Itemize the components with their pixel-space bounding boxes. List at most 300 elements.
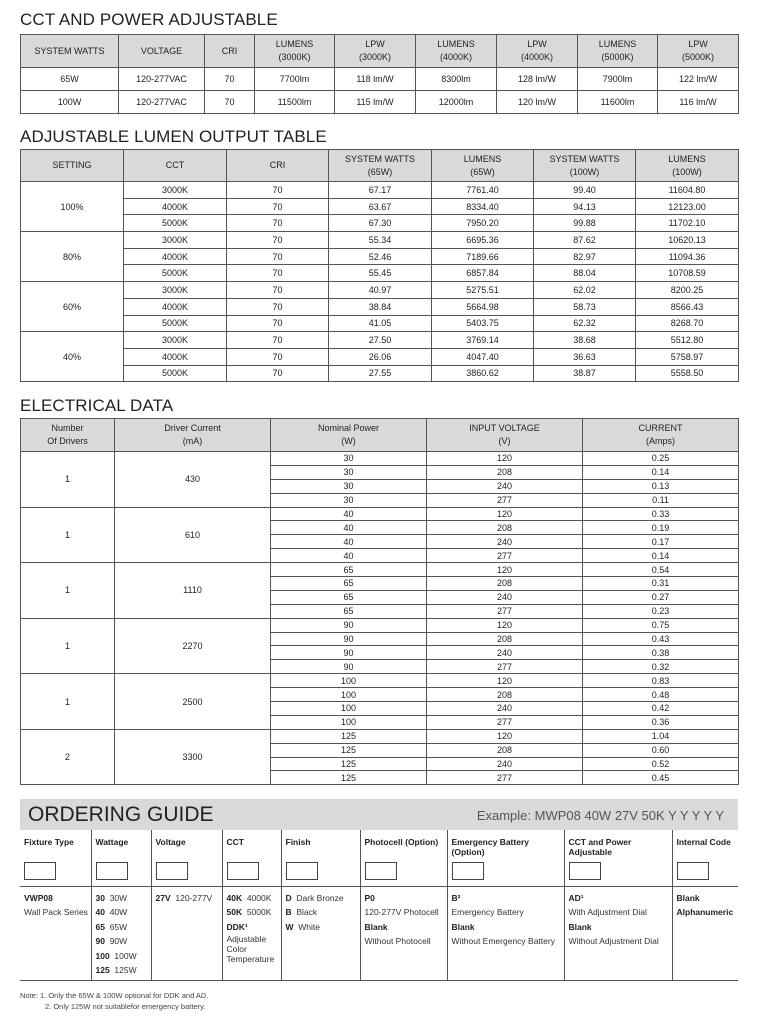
table-cell: 11702.10 [636,215,739,232]
table-cell: 0.27 [583,590,739,604]
table-cell: 55.34 [329,232,432,249]
table-cell: 208 [427,632,583,646]
table-cell: 65 [271,577,427,591]
option-code: Blank [676,892,700,903]
option-description: 30W [109,892,128,903]
driver-current-cell: 2270 [115,618,271,674]
column-header: CRI [227,150,329,182]
table-cell: 70 [227,232,329,249]
table-cell: 0.14 [583,465,739,479]
ordering-head-label: CCT and Power Adjustable [568,837,632,857]
option-description: Adjustable Color Temperature [226,934,275,964]
table-row [21,182,739,199]
option-code: 30 [95,892,105,903]
table-row [21,348,739,365]
table-cell: 70 [227,248,329,265]
option-description: 90W [109,936,128,946]
column-header: CCT [124,150,227,182]
ordering-code-box[interactable] [227,862,259,880]
ordering-option [365,934,443,949]
table-cell: 120 [427,729,583,743]
ordering-column-head [91,830,151,886]
column-header-line: SYSTEM WATTS [549,153,620,164]
table-cell: 5664.98 [432,298,534,315]
ordering-options [151,886,222,980]
table-cell: 120 [427,563,583,577]
ordering-options [20,886,91,980]
column-header-line: LPW [688,39,708,49]
table-cell: 8300lm [416,68,497,91]
table-cell: 11094.36 [636,248,739,265]
ordering-head-label: Fixture Type [24,837,74,847]
driver-current-cell: 430 [115,452,271,508]
ordering-option [96,963,147,978]
table-cell: 90 [271,660,427,674]
table-cell: 118 lm/W [335,68,416,91]
table-cell: 100 [271,688,427,702]
table-cell: 67.30 [329,215,432,232]
table-cell: 8200.25 [636,282,739,299]
table-cell: 208 [427,465,583,479]
table-cell: 40.97 [329,282,432,299]
ordering-head-label: Voltage [155,837,186,847]
option-code: Blank [364,921,388,932]
table-cell: 0.23 [583,604,739,618]
ordering-options [91,886,151,980]
column-header-line: LUMENS [275,39,314,49]
option-description: 40W [109,907,128,917]
column-header [115,419,271,452]
option-description: 120-277V Photocell [364,907,439,917]
ordering-code-box[interactable] [156,862,188,880]
ordering-option [452,920,560,935]
ordering-option [227,905,277,920]
table-cell: 116 lm/W [658,91,739,114]
option-code: Alphanumeric [676,907,734,917]
option-description: Emergency Battery [451,907,524,917]
table-cell: 5558.50 [636,365,739,382]
option-code: B [285,907,292,917]
ordering-option [677,891,735,906]
table-cell: 0.60 [583,743,739,757]
table-cell: 120 [427,452,583,466]
ordering-column-head [672,830,738,886]
table-cell: 240 [427,479,583,493]
table-cell: 0.52 [583,757,739,771]
table-cell: 3000K [124,282,227,299]
column-header-line: SYSTEM WATTS [344,153,415,164]
column-header: VOLTAGE [119,35,205,68]
table-row [21,215,739,232]
ordering-option [156,891,218,906]
ordering-option [452,934,560,949]
column-header-line: (100W) [672,166,702,177]
table-cell: 40 [271,507,427,521]
column-header-line: LPW [365,39,385,49]
ordering-options [672,886,738,980]
option-code: 50K [226,907,243,917]
ordering-head-label: CCT [226,837,244,847]
option-description: 120-277V [175,892,213,903]
table-cell: 70 [205,91,255,114]
table-cell: 7189.66 [432,248,534,265]
ordering-option [24,891,87,906]
column-header: SYSTEM WATTS [21,35,119,68]
table-cell: 3769.14 [432,332,534,349]
driver-current-cell: 610 [115,507,271,563]
table-row [21,507,739,521]
table-cell: 36.63 [534,348,636,365]
ordering-option [227,934,277,964]
table-cell: 125 [271,729,427,743]
table-cell: 4000K [124,198,227,215]
setting-cell: 60% [21,282,124,332]
column-header-line: (100W) [569,166,600,177]
column-header-line: (65W) [367,166,393,177]
column-header [329,150,432,182]
table-cell: 65 [271,590,427,604]
table-cell: 6857.84 [432,265,534,282]
table-cell: 3000K [124,232,227,249]
table-cell: 52.46 [329,248,432,265]
table-cell: 70 [227,332,329,349]
table-cell: 4000K [124,298,227,315]
column-header-line: CURRENT [638,423,683,433]
table-row [21,198,739,215]
column-header [271,419,427,452]
option-description: 65W [109,921,128,932]
table-cell: 99.88 [534,215,636,232]
table-cell: 12123.00 [636,198,739,215]
option-description: Without Photocell [364,936,431,946]
option-description: Black [296,907,318,917]
footnotes [20,990,208,1012]
drivers-cell: 2 [21,729,115,785]
table-cell: 120-277VAC [119,68,205,91]
ordering-code-box[interactable] [677,862,709,880]
ordering-example: Example: MWP08 40W 27V 50K Y Y Y Y Y [476,808,724,823]
option-code: 125 [95,965,110,975]
column-header-line: (3000K) [278,52,311,62]
table-cell: 38.87 [534,365,636,382]
ordering-column-head [564,830,672,886]
ordering-guide-header [20,799,738,830]
ordering-column-head [447,830,564,886]
driver-current-cell: 3300 [115,729,271,785]
setting-cell: 40% [21,332,124,382]
table-row [21,282,739,299]
table-cell: 1.04 [583,729,739,743]
table-row [21,365,739,382]
column-header-line: (5000K) [601,52,634,62]
column-header: SETTING [21,150,124,182]
drivers-cell: 1 [21,674,115,730]
ordering-guide-title: ORDERING GUIDE [28,803,214,826]
table-cell: 7900lm [578,68,658,91]
table-cell: 100 [271,715,427,729]
table-cell: 41.05 [329,315,432,332]
table-cell: 8268.70 [636,315,739,332]
ordering-column-head [222,830,281,886]
table-cell: 125 [271,743,427,757]
driver-current-cell: 2500 [115,674,271,730]
table-cell: 128 lm/W [497,68,578,91]
column-header [497,35,578,68]
table-cell: 26.06 [329,348,432,365]
option-code: 40K [226,892,243,903]
option-code: AD¹ [568,892,584,903]
ordering-option [569,905,668,920]
table-cell: 5758.97 [636,348,739,365]
table-cell: 90 [271,632,427,646]
table-cell: 40 [271,549,427,563]
table-cell: 7700lm [255,68,335,91]
electrical-table [20,418,739,785]
column-header [578,35,658,68]
ordering-option [677,905,735,920]
table-cell: 30 [271,493,427,507]
table-cell: 30 [271,465,427,479]
ordering-code-box[interactable] [569,862,601,880]
table-row [21,91,739,114]
column-header [636,150,739,182]
table-cell: 70 [227,198,329,215]
table-cell: 0.75 [583,618,739,632]
table-cell: 38.84 [329,298,432,315]
ordering-option [286,920,356,935]
table-cell: 5512.80 [636,332,739,349]
lumen-output-title: ADJUSTABLE LUMEN OUTPUT TABLE [20,127,327,146]
ordering-option [365,920,443,935]
table-row [21,332,739,349]
option-code: DDK¹ [226,921,248,932]
table-cell: 5000K [124,315,227,332]
table-cell: 208 [427,577,583,591]
table-cell: 277 [427,493,583,507]
table-cell: 125 [271,757,427,771]
ordering-code-box[interactable] [24,862,56,880]
table-cell: 120-277VAC [119,91,205,114]
cct-power-table [20,34,739,114]
table-cell: 100W [21,91,119,114]
option-description: 100W [114,950,137,961]
column-header-line: INPUT VOLTAGE [469,423,540,433]
column-header-line: (W) [341,436,356,446]
table-cell: 82.97 [534,248,636,265]
ordering-option [96,920,147,935]
ordering-head-label: Finish [285,837,311,847]
column-header-line: (5000K) [681,52,715,62]
column-header [335,35,416,68]
table-cell: 0.17 [583,535,739,549]
drivers-cell: 1 [21,618,115,674]
table-cell: 70 [227,298,329,315]
setting-cell: 100% [21,182,124,232]
table-cell: 120 [427,674,583,688]
table-row [21,298,739,315]
table-cell: 11604.80 [636,182,739,199]
ordering-option [569,934,668,949]
table-cell: 0.54 [583,563,739,577]
table-cell: 277 [427,549,583,563]
table-cell: 277 [427,604,583,618]
table-cell: 58.73 [534,298,636,315]
option-description: Without Emergency Battery [451,936,555,946]
table-cell: 208 [427,521,583,535]
ordering-guide-table [20,830,738,981]
table-cell: 30 [271,452,427,466]
ordering-head-label: Wattage [95,837,129,847]
table-cell: 27.55 [329,365,432,382]
table-cell: 63.67 [329,198,432,215]
table-cell: 4047.40 [432,348,534,365]
column-header-line: (V) [498,436,511,446]
table-cell: 0.13 [583,479,739,493]
ordering-option [227,920,277,935]
table-cell: 55.45 [329,265,432,282]
table-cell: 70 [227,282,329,299]
table-cell: 3000K [124,332,227,349]
table-cell: 0.83 [583,674,739,688]
ordering-option [24,905,87,920]
table-cell: 240 [427,757,583,771]
footnote-2: 2. Only 125W not suitablefor emergency battery. [45,1002,206,1011]
table-row [21,265,739,282]
ordering-option [569,891,668,906]
option-description: 125W [114,965,137,975]
table-cell: 0.11 [583,493,739,507]
table-cell: 70 [227,348,329,365]
table-cell: 0.38 [583,646,739,660]
column-header-line: Driver Current [164,423,221,433]
column-header [583,419,739,452]
table-cell: 5000K [124,265,227,282]
drivers-cell: 1 [21,452,115,508]
table-cell: 7761.40 [432,182,534,199]
table-cell: 65W [21,68,119,91]
table-cell: 120 [427,507,583,521]
column-header-line: LUMENS [437,39,475,49]
table-cell: 240 [427,702,583,716]
table-cell: 70 [227,265,329,282]
drivers-cell: 1 [21,563,115,619]
electrical-title: ELECTRICAL DATA [20,396,174,415]
ordering-code-box[interactable] [365,862,397,880]
table-cell: 0.31 [583,577,739,591]
table-cell: 120 [427,618,583,632]
table-cell: 4000K [124,348,227,365]
table-cell: 0.32 [583,660,739,674]
ordering-option [286,905,356,920]
ordering-option [96,934,147,949]
column-header [255,35,335,68]
ordering-column-head [281,830,360,886]
table-cell: 3860.62 [432,365,534,382]
table-cell: 62.02 [534,282,636,299]
table-cell: 90 [271,618,427,632]
option-code: 27V [155,892,171,903]
ordering-option [569,920,668,935]
option-code: 65 [95,921,105,932]
table-cell: 122 lm/W [658,68,739,91]
setting-cell: 80% [21,232,124,282]
table-row [21,315,739,332]
table-cell: 67.17 [329,182,432,199]
column-header-line: LUMENS [598,39,637,49]
table-cell: 115 lm/W [335,91,416,114]
ordering-head-label: Emergency Battery (Option) [451,837,529,857]
table-cell: 0.19 [583,521,739,535]
table-cell: 240 [427,590,583,604]
table-cell: 0.48 [583,688,739,702]
table-cell: 70 [205,68,255,91]
ordering-options [360,886,447,980]
table-cell: 65 [271,604,427,618]
table-cell: 3000K [124,182,227,199]
table-cell: 0.43 [583,632,739,646]
table-cell: 5403.75 [432,315,534,332]
ordering-option [96,949,147,964]
table-row [21,674,739,688]
ordering-code-box[interactable] [452,862,484,880]
ordering-option [227,891,277,906]
table-cell: 8334.40 [432,198,534,215]
ordering-options [564,886,672,980]
column-header-line: LPW [527,39,547,49]
table-cell: 100 [271,674,427,688]
table-cell: 12000lm [416,91,497,114]
table-cell: 5000K [124,215,227,232]
table-row [21,68,739,91]
column-header-line: (4000K) [439,52,473,62]
table-cell: 0.45 [583,771,739,785]
column-header-line: (4000K) [520,52,554,62]
ordering-column-head [20,830,91,886]
column-header-line: (mA) [182,436,203,446]
ordering-option [96,905,147,920]
table-cell: 277 [427,771,583,785]
table-cell: 0.25 [583,452,739,466]
table-row [21,618,739,632]
table-cell: 120 lm/W [497,91,578,114]
table-cell: 70 [227,365,329,382]
table-cell: 40 [271,535,427,549]
option-code: B² [451,892,461,903]
lumen-output-table [20,149,739,382]
table-cell: 5275.51 [432,282,534,299]
table-row [21,452,739,466]
table-cell: 70 [227,315,329,332]
column-header [534,150,636,182]
drivers-cell: 1 [21,507,115,563]
ordering-option [452,891,560,906]
ordering-code-box[interactable] [286,862,318,880]
ordering-options [281,886,360,980]
table-cell: 87.62 [534,232,636,249]
option-description: 4000K [246,892,272,903]
ordering-option [365,891,443,906]
option-code: W [285,921,294,932]
ordering-code-box[interactable] [96,862,128,880]
table-cell: 88.04 [534,265,636,282]
table-cell: 10620.13 [636,232,739,249]
table-cell: 90 [271,646,427,660]
table-cell: 208 [427,688,583,702]
table-cell: 10708.59 [636,265,739,282]
table-cell: 4000K [124,248,227,265]
ordering-option [286,891,356,906]
table-cell: 27.50 [329,332,432,349]
